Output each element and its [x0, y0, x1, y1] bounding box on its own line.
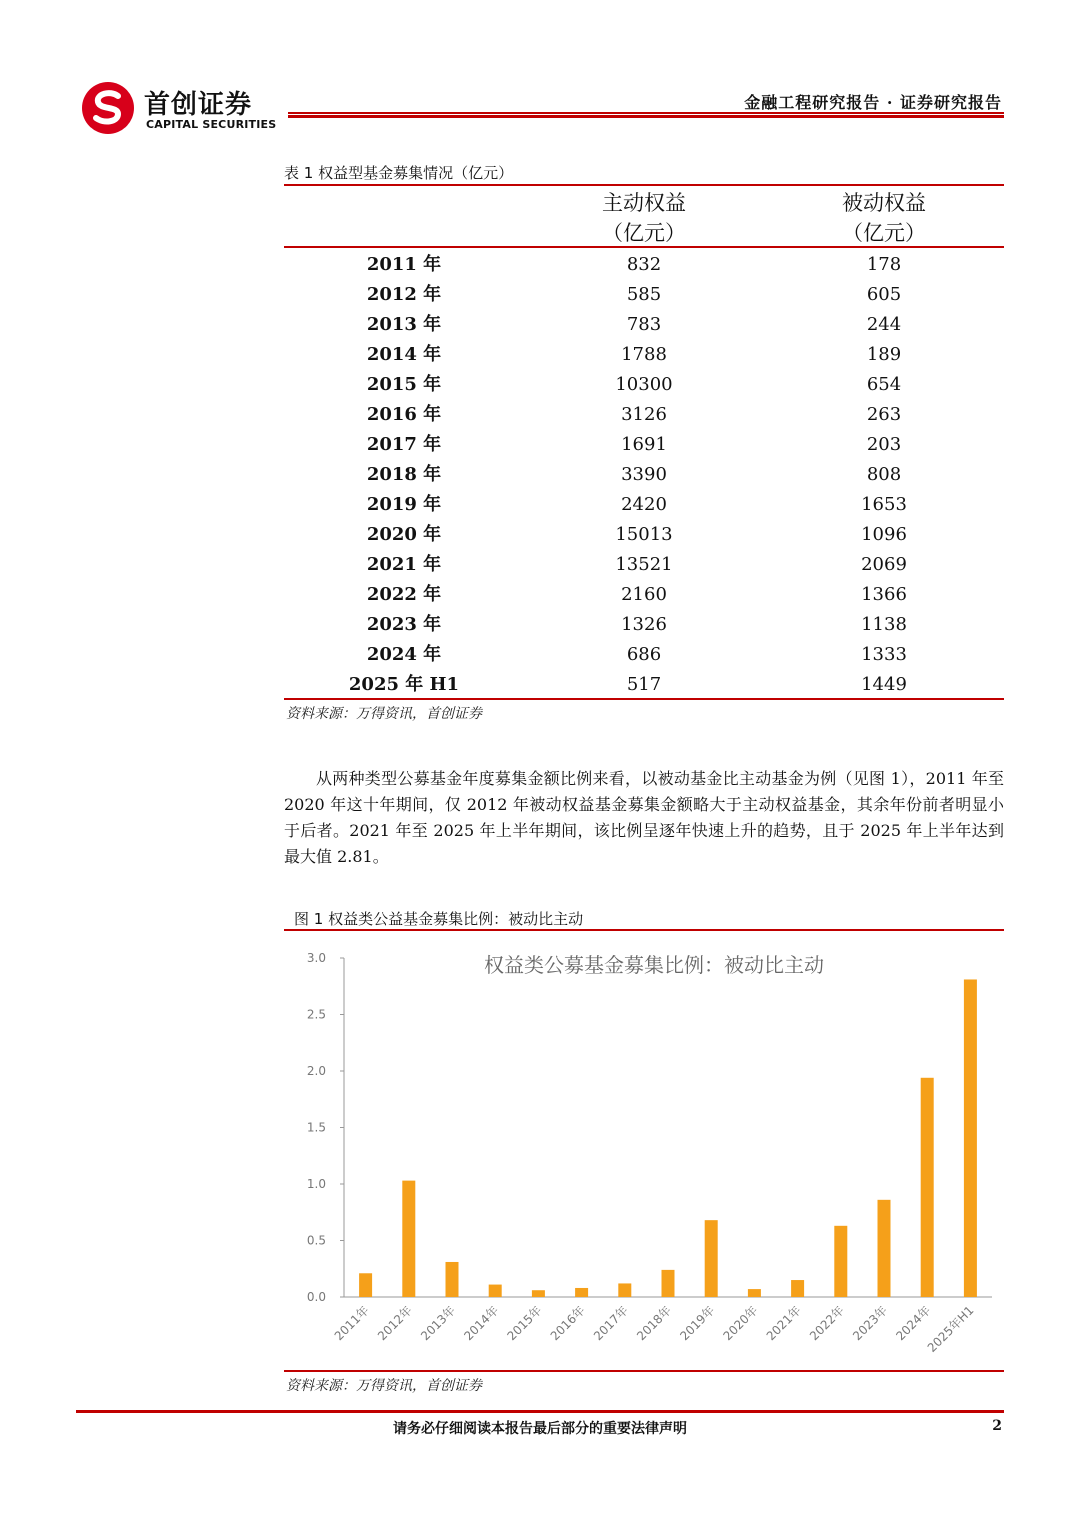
table-top-rule [284, 184, 1004, 186]
table-cell-active: 783 [626, 314, 662, 335]
table-cell-active: 2420 [621, 494, 667, 515]
header-passive-equity [764, 188, 1004, 248]
page-number: 2 [992, 1418, 1002, 1434]
y-tick-label: 3.0 [306, 951, 326, 965]
table-cell-passive: 178 [866, 254, 902, 275]
x-tick-label: 2014年 [461, 1303, 502, 1344]
table-row [284, 670, 1004, 700]
y-tick-label: 0.0 [306, 1290, 326, 1304]
report-type-title: 金融工程研究报告 · 证券研究报告 [744, 93, 1002, 112]
body-paragraph: 从两种类型公募基金年度募集金额比例来看，以被动基金比主动基金为例（见图 1），2011 年至 2020 年这十年期间，仅 2012 年被动权益基金募集金额略大于主动权益基金，其余年份前者明显小于后者。2021 年至 2025 年上半年期间，该比例呈逐年快速上升的趋势，且于 2025 年上半年达到最大值 2.81。 [284, 769, 1004, 866]
bar [748, 1289, 761, 1297]
header-active-line1: 主动权益 [602, 191, 686, 215]
x-tick-label: 2011年 [331, 1303, 372, 1344]
table-row [284, 640, 1004, 670]
table-row [284, 340, 1004, 370]
bar [532, 1290, 545, 1297]
table-cell-active: 1788 [621, 344, 667, 365]
x-tick-label: 2017年 [590, 1303, 631, 1344]
x-tick-label: 2016年 [547, 1303, 588, 1344]
table-cell-passive: 203 [866, 434, 902, 455]
header-passive-line2: （亿元） [842, 221, 926, 245]
table-cell-passive: 808 [866, 464, 902, 485]
table-cell-active: 1326 [621, 614, 667, 635]
header-passive-line1: 被动权益 [842, 191, 926, 215]
x-tick-label: 2019年 [677, 1303, 718, 1344]
table-cell-active: 3390 [621, 464, 667, 485]
table-row [284, 400, 1004, 430]
figure-bottom-rule [284, 1370, 1004, 1372]
table-cell-active: 517 [626, 674, 662, 695]
table-cell-year: 2021 年 [366, 554, 442, 575]
x-tick-label: 2012年 [374, 1303, 415, 1344]
table-cell-year: 2019 年 [366, 494, 442, 515]
table-cell-year: 2018 年 [366, 464, 442, 485]
table-cell-passive: 605 [866, 284, 902, 305]
x-tick-label: 2023年 [850, 1303, 891, 1344]
table-row [284, 310, 1004, 340]
table-row [284, 550, 1004, 580]
table-cell-passive: 1653 [861, 494, 907, 515]
x-tick-label: 2020年 [720, 1303, 761, 1344]
table-cell-year: 2024 年 [366, 644, 442, 665]
bar [446, 1262, 459, 1297]
bar [878, 1200, 891, 1297]
x-tick-label: 2025年H1 [924, 1303, 977, 1355]
bar [791, 1280, 804, 1297]
x-tick-label: 2021年 [763, 1303, 804, 1344]
table-cell-year: 2014 年 [366, 344, 442, 365]
table-cell-active: 3126 [621, 404, 667, 425]
table-cell-passive: 2069 [861, 554, 907, 575]
table-cell-passive: 1449 [861, 674, 907, 695]
logo-chinese-text: 首创证券 [144, 90, 253, 120]
y-tick-label: 1.0 [306, 1177, 326, 1191]
bar [705, 1220, 718, 1297]
table-cell-year: 2015 年 [366, 374, 442, 395]
figure-caption: 图 1 权益类公益基金募集比例：被动比主动 [294, 910, 584, 928]
table-row [284, 460, 1004, 490]
table-body [284, 250, 1004, 700]
bar-chart [284, 940, 1004, 1370]
table-cell-year: 2012 年 [366, 284, 442, 305]
bar [489, 1285, 502, 1297]
table-cell-year: 2023 年 [366, 614, 442, 635]
figure-top-rule [284, 929, 1004, 931]
table-cell-active: 1691 [621, 434, 667, 455]
table-cell-passive: 263 [866, 404, 902, 425]
table-row [284, 490, 1004, 520]
bar [402, 1181, 415, 1297]
table-source: 资料来源：万得资讯，首创证券 [286, 706, 482, 722]
table-row [284, 280, 1004, 310]
y-tick-label: 2.0 [306, 1064, 326, 1078]
table-row [284, 430, 1004, 460]
y-tick-label: 2.5 [306, 1007, 326, 1022]
table-cell-passive: 244 [866, 314, 902, 335]
table-row [284, 520, 1004, 550]
table-cell-active: 832 [626, 254, 662, 275]
figure-source: 资料来源：万得资讯，首创证券 [286, 1378, 482, 1394]
table-row [284, 370, 1004, 400]
table-cell-year: 2020 年 [366, 524, 442, 545]
chart-title: 权益类公募基金募集比例：被动比主动 [484, 953, 824, 977]
table-cell-year: 2013 年 [366, 314, 442, 335]
table-header-rule [284, 246, 1004, 248]
header-rule [288, 112, 1004, 114]
logo-english-text: CAPITAL SECURITIES [146, 118, 277, 131]
table-row [284, 610, 1004, 640]
bar [662, 1270, 675, 1297]
legal-notice: 请务必仔细阅读本报告最后部分的重要法律声明 [393, 1421, 687, 1437]
x-tick-label: 2022年 [806, 1303, 847, 1344]
table-cell-passive: 1333 [861, 644, 907, 665]
bar [618, 1283, 631, 1297]
x-tick-label: 2015年 [504, 1303, 545, 1344]
header-active-equity [524, 188, 764, 248]
table-cell-passive: 654 [866, 374, 902, 395]
table-cell-year: 2017 年 [366, 434, 442, 455]
table-cell-passive: 1096 [861, 524, 907, 545]
header-active-line2: （亿元） [602, 221, 686, 245]
table-cell-active: 15013 [615, 524, 673, 545]
x-tick-label: 2024年 [893, 1303, 934, 1344]
bar [921, 1078, 934, 1297]
table-cell-active: 686 [626, 644, 662, 665]
y-tick-label: 1.5 [306, 1120, 326, 1135]
x-tick-label: 2018年 [634, 1303, 675, 1344]
table-row [284, 250, 1004, 280]
table-cell-passive: 1366 [861, 584, 907, 605]
logo-mark-icon [80, 80, 136, 136]
header-rule-thick [288, 115, 1004, 118]
table-row [284, 580, 1004, 610]
table-header [284, 188, 1004, 246]
table-cell-active: 2160 [621, 584, 667, 605]
table-cell-year: 2011 年 [366, 254, 442, 275]
table-cell-year: 2025 年 H1 [348, 674, 460, 695]
table-bottom-rule [284, 698, 1004, 700]
table-cell-year: 2016 年 [366, 404, 442, 425]
company-logo [80, 80, 290, 136]
y-tick-label: 0.5 [306, 1233, 326, 1248]
footer-rule [76, 1410, 1004, 1413]
bar [359, 1273, 372, 1297]
bar [575, 1288, 588, 1297]
table-cell-passive: 1138 [861, 614, 907, 635]
table-cell-passive: 189 [866, 344, 902, 365]
table-caption: 表 1 权益型基金募集情况（亿元） [284, 164, 514, 182]
x-tick-label: 2013年 [418, 1303, 459, 1344]
bar [834, 1226, 847, 1297]
table-cell-active: 585 [626, 284, 662, 305]
bar [964, 979, 977, 1297]
table-cell-year: 2022 年 [366, 584, 442, 605]
table-cell-active: 13521 [615, 554, 673, 575]
table-cell-active: 10300 [615, 374, 673, 395]
